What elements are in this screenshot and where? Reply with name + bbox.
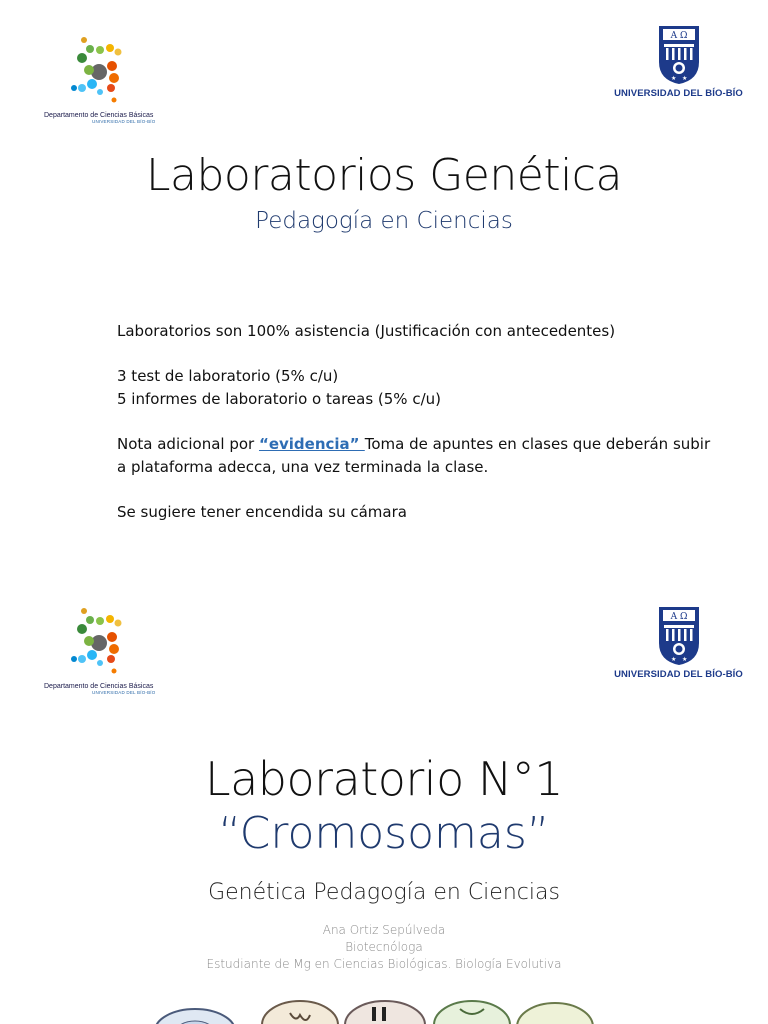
cell-division-illustration xyxy=(150,995,620,1024)
department-logo xyxy=(44,607,174,695)
lab-topic: “Cromosomas” xyxy=(218,808,550,859)
slide-body xyxy=(117,320,717,546)
molecule-icon xyxy=(44,607,134,681)
svg-text:★: ★ xyxy=(681,75,687,82)
university-name: UNIVERSIDAD DEL BÍO-BÍO xyxy=(614,669,743,680)
university-logo xyxy=(611,24,746,99)
camera-line: Se sugiere tener encendida su cámara xyxy=(117,503,407,521)
slide-title: Laboratorios Genética xyxy=(146,150,622,201)
department-university: UNIVERSIDAD DEL BÍO-BÍO xyxy=(92,119,156,124)
university-name: UNIVERSIDAD DEL BÍO-BÍO xyxy=(614,88,743,99)
cell-2-icon xyxy=(262,1001,338,1024)
shield-icon xyxy=(657,605,701,667)
department-logo xyxy=(44,36,174,124)
svg-text:★: ★ xyxy=(670,75,676,82)
shield-icon xyxy=(657,24,701,86)
department-name: Departamento de Ciencias Básicas xyxy=(44,683,154,690)
tests-line: 3 test de laboratorio (5% c/u) xyxy=(117,367,339,385)
svg-text:★: ★ xyxy=(681,656,687,663)
author-role: Biotecnóloga xyxy=(345,940,423,954)
shield-letters: A Ω xyxy=(670,31,687,41)
lab-title: Laboratorio N°1 xyxy=(204,752,564,806)
attendance-line: Laboratorios son 100% asistencia (Justificación con antecedentes) xyxy=(117,322,616,340)
course-name: Genética Pedagogía en Ciencias xyxy=(208,880,560,905)
author-study: Estudiante de Mg en Ciencias Biológicas. Biología Evolutiva xyxy=(206,957,562,971)
nota-line xyxy=(117,433,717,479)
reports-line: 5 informes de laboratorio o tareas (5% c/u) xyxy=(117,390,441,408)
molecule-icon xyxy=(44,36,134,110)
university-logo xyxy=(611,605,746,680)
evidencia-link[interactable]: “evidencia” xyxy=(258,435,365,453)
svg-text:★: ★ xyxy=(670,656,676,663)
nota-prefix: Nota adicional por xyxy=(117,435,259,453)
slide-subtitle: Pedagogía en Ciencias xyxy=(255,208,513,234)
author-block xyxy=(0,922,768,973)
author-name: Ana Ortiz Sepúlveda xyxy=(322,923,446,937)
shield-letters: A Ω xyxy=(670,612,687,622)
grading-lines xyxy=(117,365,717,411)
department-university: UNIVERSIDAD DEL BÍO-BÍO xyxy=(92,690,156,695)
department-name: Departamento de Ciencias Básicas xyxy=(44,112,154,119)
cell-4-icon xyxy=(434,1001,510,1024)
cell-5-icon xyxy=(517,1003,593,1024)
nota-rest: Toma de apuntes en clases que deberán subir a plataforma adecca, una vez terminada la clase. xyxy=(117,435,711,476)
